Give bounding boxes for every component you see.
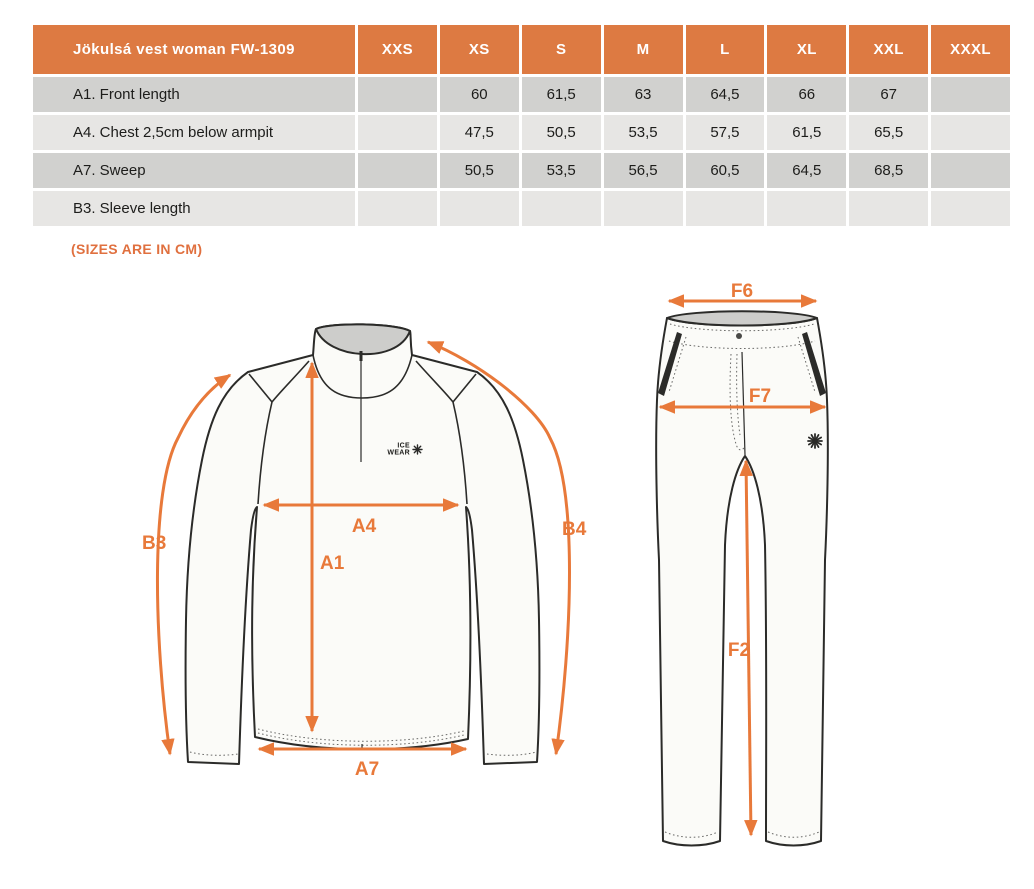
logo-text-ice: ICE bbox=[397, 442, 410, 450]
size-value-cell bbox=[604, 191, 683, 226]
size-value-cell: 50,5 bbox=[522, 115, 601, 150]
size-value-cell: 68,5 bbox=[849, 153, 928, 188]
measure-label-f6: F6 bbox=[730, 281, 754, 302]
size-value-cell bbox=[931, 77, 1010, 112]
size-value-cell bbox=[931, 153, 1010, 188]
size-value-cell bbox=[767, 191, 846, 226]
table-title: Jökulsá vest woman FW-1309 bbox=[33, 25, 355, 74]
measure-label-f7: F7 bbox=[748, 386, 772, 407]
size-value-cell bbox=[358, 153, 437, 188]
size-value-cell: 67 bbox=[849, 77, 928, 112]
size-value-cell: 56,5 bbox=[604, 153, 683, 188]
pants-outline bbox=[656, 318, 828, 846]
size-value-cell bbox=[440, 191, 519, 226]
measurement-diagrams bbox=[0, 260, 1034, 889]
size-value-cell: 47,5 bbox=[440, 115, 519, 150]
measure-label-a7: A7 bbox=[354, 759, 380, 780]
size-header-xxxl: XXXL bbox=[931, 25, 1010, 74]
size-header-l: L bbox=[686, 25, 765, 74]
snowflake-icon bbox=[413, 445, 422, 454]
size-value-cell: 64,5 bbox=[767, 153, 846, 188]
size-value-cell bbox=[849, 191, 928, 226]
size-header-xs: XS bbox=[440, 25, 519, 74]
measure-label-f2: F2 bbox=[727, 640, 751, 661]
row-label: A1. Front length bbox=[33, 77, 355, 112]
pants-drawing bbox=[656, 281, 828, 846]
units-note: (SIZES ARE IN CM) bbox=[71, 241, 203, 257]
size-value-cell bbox=[522, 191, 601, 226]
size-value-cell: 61,5 bbox=[767, 115, 846, 150]
logo-text-wear: WEAR bbox=[387, 449, 410, 457]
size-value-cell: 65,5 bbox=[849, 115, 928, 150]
shirt-outline bbox=[186, 324, 540, 764]
size-value-cell: 53,5 bbox=[604, 115, 683, 150]
size-value-cell bbox=[931, 115, 1010, 150]
size-value-cell: 66 bbox=[767, 77, 846, 112]
size-header-xxs: XXS bbox=[358, 25, 437, 74]
measure-label-a1: A1 bbox=[320, 553, 345, 574]
size-value-cell bbox=[358, 115, 437, 150]
row-label: A4. Chest 2,5cm below armpit bbox=[33, 115, 355, 150]
measure-label-a4: A4 bbox=[351, 516, 377, 537]
size-table bbox=[33, 25, 1010, 226]
size-value-cell: 60,5 bbox=[686, 153, 765, 188]
size-value-cell bbox=[931, 191, 1010, 226]
row-label: A7. Sweep bbox=[33, 153, 355, 188]
size-header-s: S bbox=[522, 25, 601, 74]
size-value-cell: 60 bbox=[440, 77, 519, 112]
size-value-cell: 61,5 bbox=[522, 77, 601, 112]
waist-opening bbox=[667, 311, 817, 325]
measure-label-b3: B3 bbox=[142, 533, 167, 554]
size-value-cell: 57,5 bbox=[686, 115, 765, 150]
size-value-cell bbox=[358, 77, 437, 112]
size-header-m: M bbox=[604, 25, 683, 74]
size-value-cell: 64,5 bbox=[686, 77, 765, 112]
size-header-xxl: XXL bbox=[849, 25, 928, 74]
size-value-cell: 50,5 bbox=[440, 153, 519, 188]
row-label: B3. Sleeve length bbox=[33, 191, 355, 226]
size-header-xl: XL bbox=[767, 25, 846, 74]
measure-label-b4: B4 bbox=[562, 519, 587, 540]
size-value-cell bbox=[358, 191, 437, 226]
size-value-cell: 63 bbox=[604, 77, 683, 112]
size-value-cell: 53,5 bbox=[522, 153, 601, 188]
shirt-drawing bbox=[142, 324, 587, 780]
waist-button bbox=[736, 333, 742, 339]
size-value-cell bbox=[686, 191, 765, 226]
